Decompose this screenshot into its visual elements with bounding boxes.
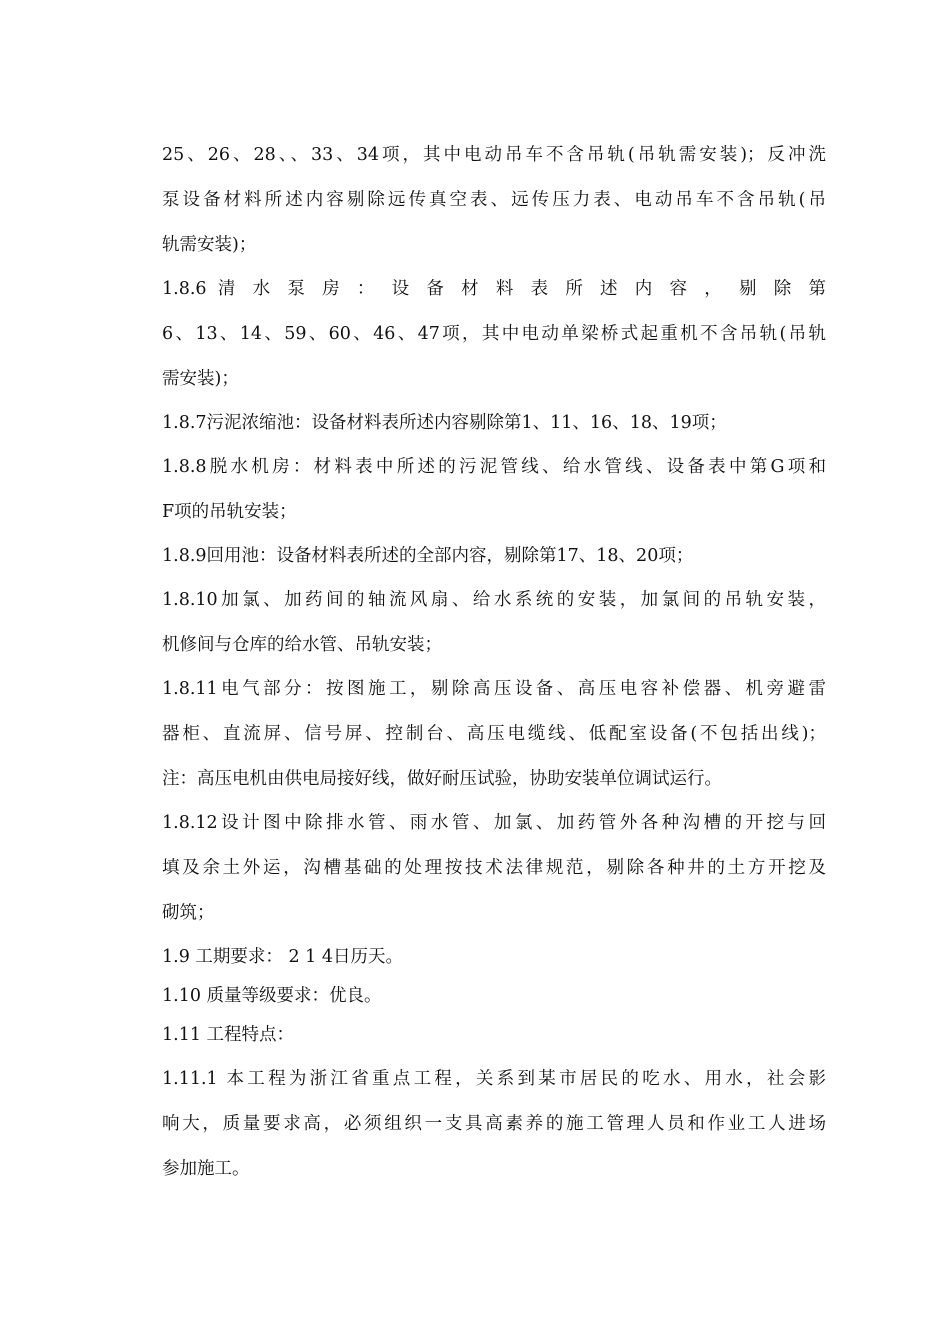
paragraph-1-8-8 <box>162 455 826 525</box>
text-line: 需安装)； <box>162 369 239 389</box>
text-line: 泵设备材料所述内容剔除远传真空表、远传压力表、电动吊车不含吊轨(吊 <box>162 190 826 210</box>
paragraph-1-8-9 <box>162 544 826 569</box>
paragraph-1-11 <box>162 1023 826 1048</box>
text-line: 1.8.10加氯、加药间的轴流风扇、给水系统的安装，加氯间的吊轨安装， <box>162 590 826 610</box>
text-line: 6、13、14、59、60、46、47项，其中电动单梁桥式起重机不含吊轨(吊轨 <box>162 324 826 344</box>
text-line: 1.11.1 本工程为浙江省重点工程，关系到某市居民的吃水、用水，社会影 <box>162 1069 826 1089</box>
text-line: 1.8.11电气部分：按图施工，剔除高压设备、高压电容补偿器、机旁避雷 <box>162 679 826 699</box>
paragraph-1-10 <box>162 984 826 1009</box>
text-line: 1.10 质量等级要求：优良。 <box>162 986 382 1006</box>
text-line: 器柜、直流屏、信号屏、控制台、高压电缆线、低配室设备(不包括出线)； <box>162 724 826 744</box>
text-line: 1.9 工期要求： 2 1 4日历天。 <box>162 947 403 967</box>
text-line: 25、26、28、、33、34项，其中电动吊车不含吊轨(吊轨需安装)；反冲洗 <box>162 145 826 165</box>
text-line: 机修间与仓库的给水管、吊轨安装； <box>162 635 442 655</box>
paragraph-1-8-10 <box>162 588 826 658</box>
text-line: 响大，质量要求高，必须组织一支具高素养的施工管理人员和作业工人进场 <box>162 1114 826 1134</box>
text-line: 1.11 工程特点： <box>162 1025 295 1045</box>
paragraph-pump-equipment <box>162 143 826 258</box>
document-page <box>162 143 826 1201</box>
text-line: 轨需安装)； <box>162 235 257 255</box>
text-line: 1.8.9回用池：设备材料表所述的全部内容，剔除第17、18、20项； <box>162 546 694 566</box>
text-line: 1.8.6 清 水 泵 房 ： 设 备 材 料 表 所 述 内 容 ， 剔 除 第 <box>162 279 826 299</box>
text-line: 参加施工。 <box>162 1159 250 1179</box>
paragraph-1-8-12 <box>162 811 826 926</box>
paragraph-1-9 <box>162 945 826 970</box>
text-line: 砌筑； <box>162 903 215 923</box>
paragraph-1-11-1 <box>162 1067 826 1182</box>
text-line: 1.8.12设计图中除排水管、雨水管、加氯、加药管外各种沟槽的开挖与回 <box>162 813 826 833</box>
text-line: F项的吊轨安装； <box>162 502 297 522</box>
text-line: 注：高压电机由供电局接好线，做好耐压试验，协助安装单位调试运行。 <box>162 769 722 789</box>
paragraph-1-8-11 <box>162 677 826 792</box>
paragraph-1-8-6 <box>162 277 826 392</box>
paragraph-1-8-7 <box>162 411 826 436</box>
text-line: 1.8.8脱水机房：材料表中所述的污泥管线、给水管线、设备表中第G项和 <box>162 457 826 477</box>
text-line: 1.8.7污泥浓缩池：设备材料表所述内容剔除第1、11、16、18、19项； <box>162 413 727 433</box>
text-line: 填及余土外运，沟槽基础的处理按技术法律规范，剔除各种井的土方开挖及 <box>162 858 826 878</box>
